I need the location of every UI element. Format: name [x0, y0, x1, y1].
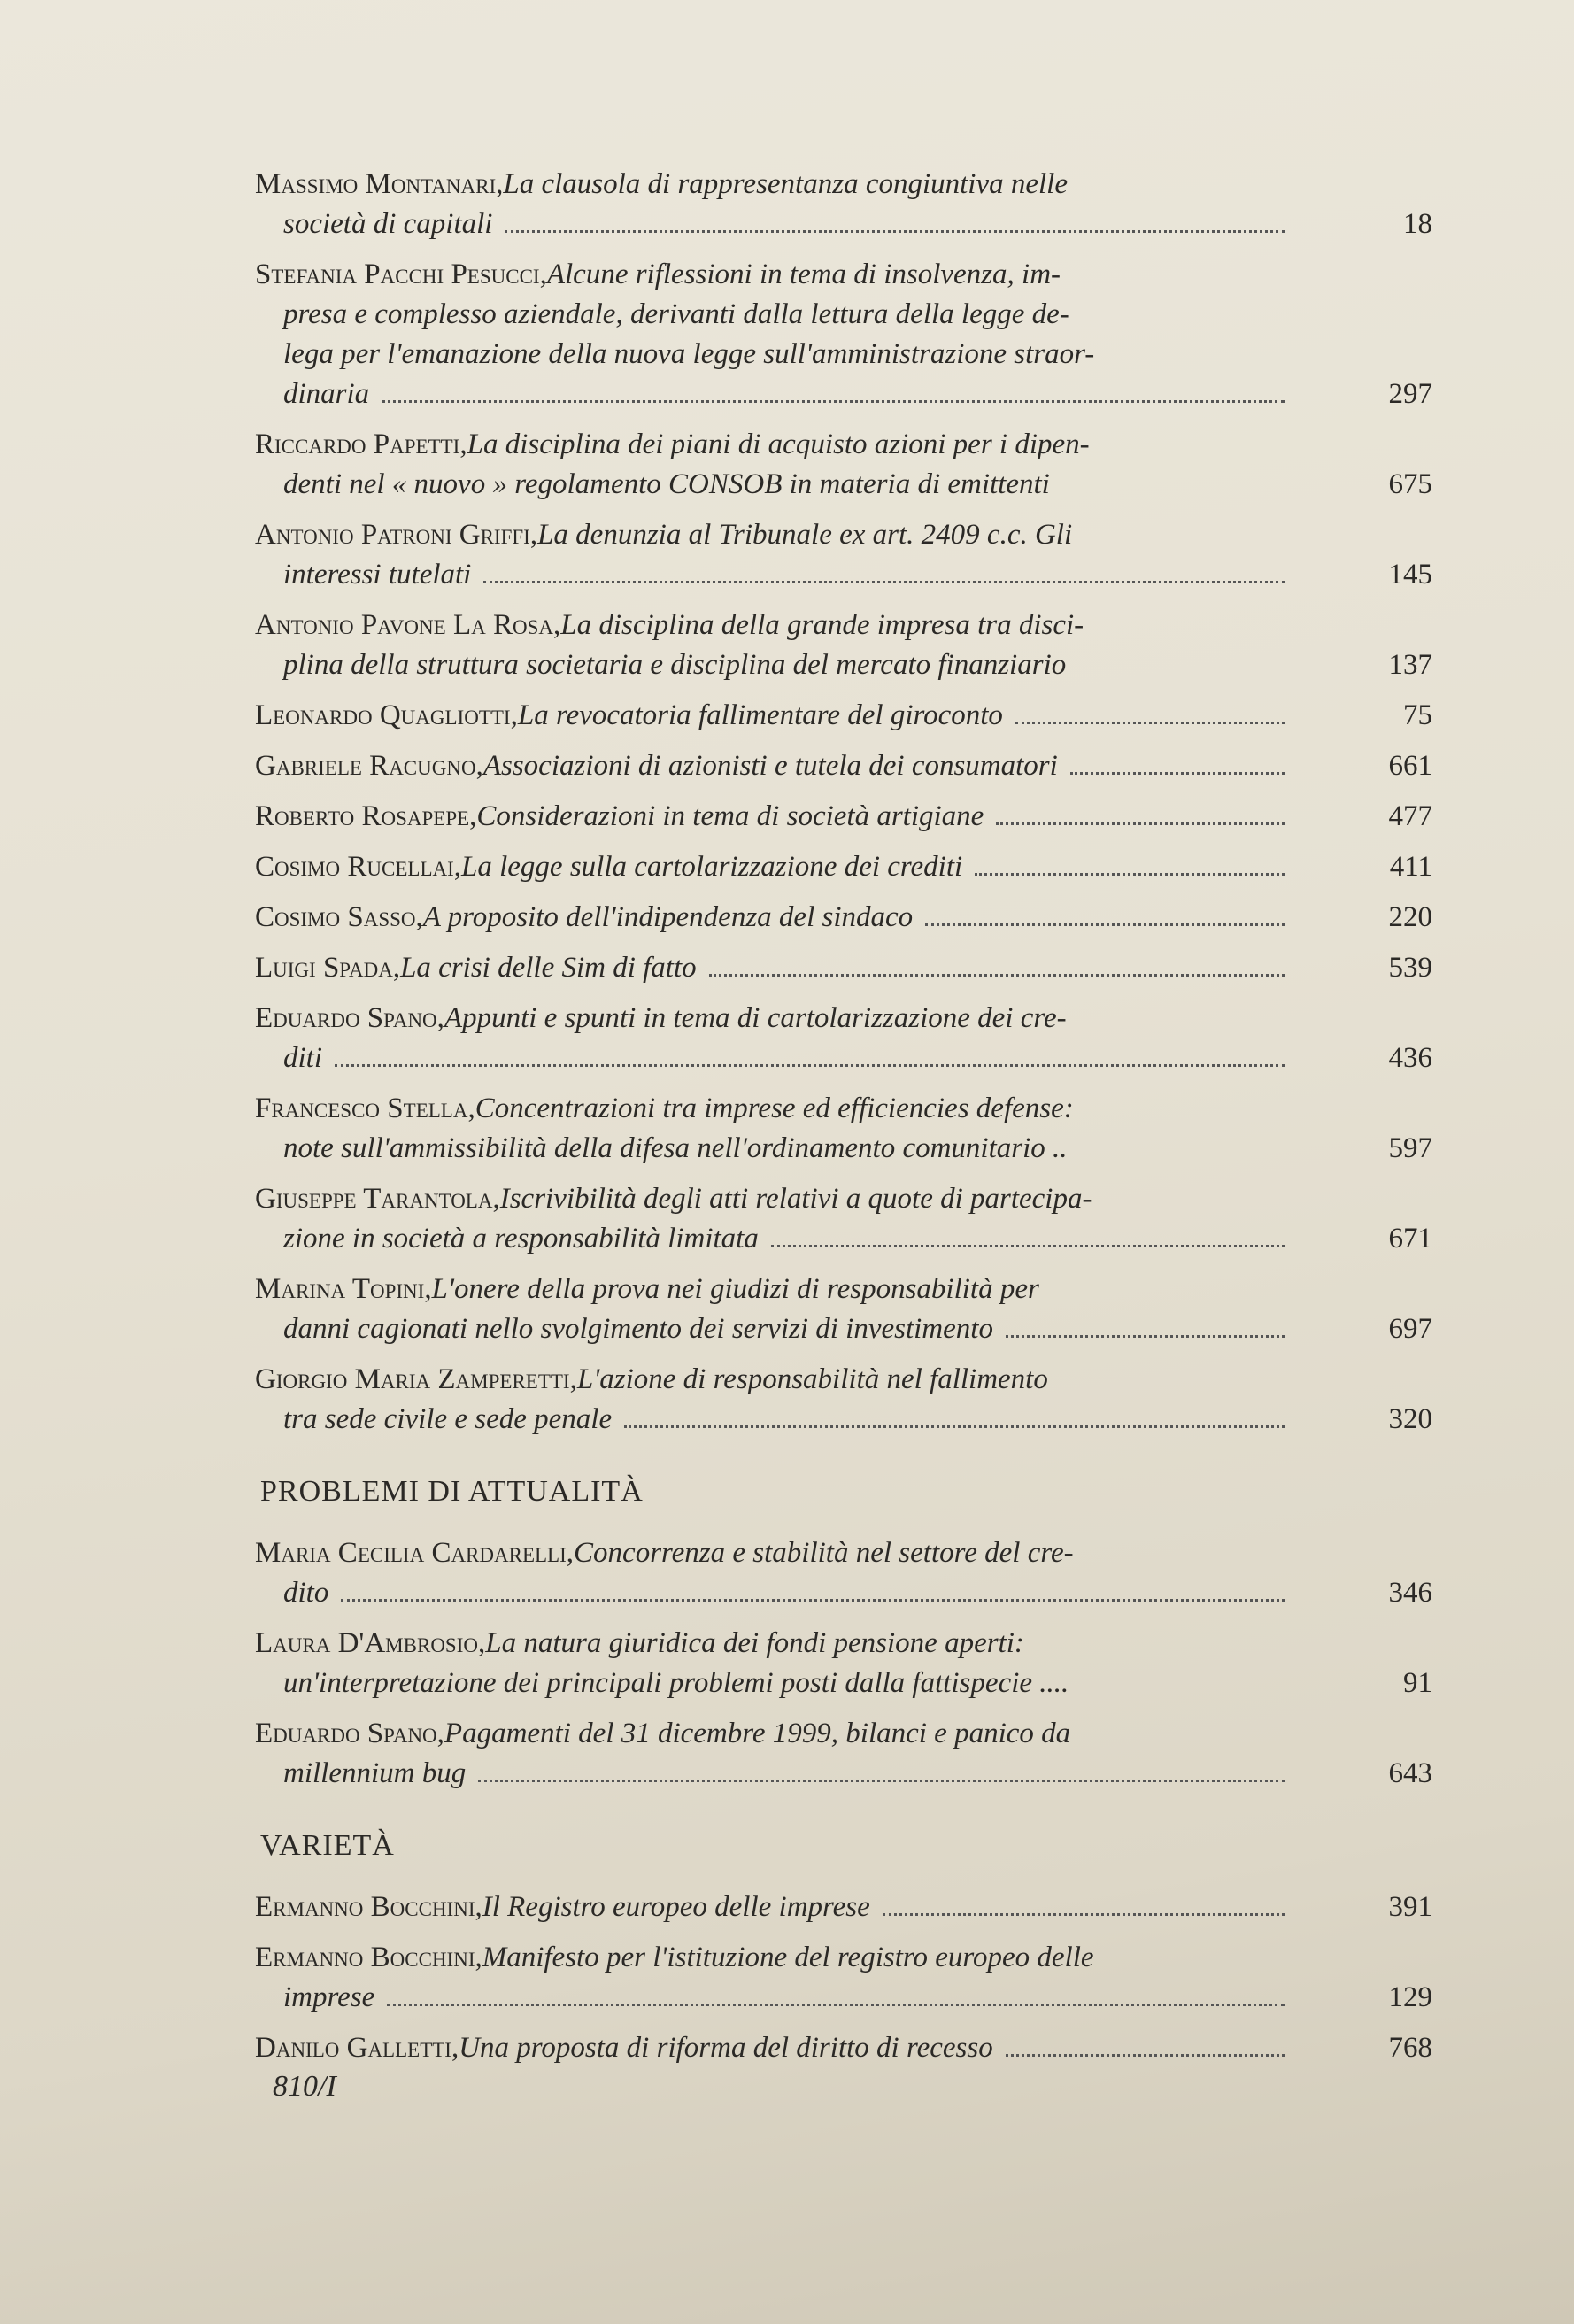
article-title: Pagamenti del 31 dicembre 1999, bilanci e panico da: [444, 1718, 1071, 1749]
author-name: Riccardo Papetti ,: [255, 425, 467, 465]
page-number: 671: [1388, 1223, 1432, 1255]
dot-leader: [1006, 1335, 1285, 1338]
article-title: danni cagionati nello svolgimento dei servizi di investimento: [283, 1313, 993, 1345]
author-name: Maria Cecilia Cardarelli ,: [255, 1533, 574, 1573]
author-name: Giorgio Maria Zamperetti ,: [255, 1360, 577, 1400]
article-title: Concentrazioni tra imprese ed efficiencies defense:: [475, 1093, 1074, 1124]
article-title: La disciplina della grande impresa tra disci-: [560, 609, 1084, 641]
entry-line: [255, 606, 1286, 645]
article-title: denti nel « nuovo » regolamento CONSOB in materia di emittenti: [283, 468, 1050, 500]
entry-line: [255, 2028, 1286, 2068]
article-title: L'onere della prova nei giudizi di responsabilità per: [431, 1273, 1039, 1305]
author-name: Francesco Stella ,: [255, 1089, 475, 1129]
entry-line: [255, 1400, 1286, 1440]
toc-entry: [255, 1888, 1432, 1927]
article-title: La disciplina dei piani di acquisto azioni per i dipen-: [467, 429, 1090, 460]
article-title: Associazioni di azionisti e tutela dei consumatori: [482, 750, 1058, 782]
author-name: Stefania Pacchi Pesucci ,: [255, 255, 547, 295]
article-title: presa e complesso aziendale, derivanti dalla lettura della legge de-: [283, 298, 1069, 330]
entry-line: [255, 645, 1286, 685]
dot-leader: [883, 1913, 1285, 1916]
dot-leader: [975, 873, 1285, 876]
toc-entry: [255, 1714, 1432, 1794]
toc-entry: [255, 847, 1432, 887]
article-title: Considerazioni in tema di società artigiane: [476, 800, 984, 832]
entry-line: [255, 1219, 1286, 1259]
article-title: La revocatoria fallimentare del giroconto: [517, 699, 1003, 731]
article-title: Manifesto per l'istituzione del registro europeo delle: [482, 1942, 1094, 1973]
article-title: Iscrivibilità degli atti relativi a quote di partecipa-: [499, 1183, 1092, 1215]
article-title: tra sede civile e sede penale: [283, 1403, 613, 1435]
entry-line: [255, 1978, 1286, 2018]
page-number: 539: [1388, 952, 1432, 984]
entry-line: [255, 1888, 1286, 1927]
entry-line: [255, 255, 1286, 295]
toc-entry: [255, 425, 1432, 505]
article-title: La legge sulla cartolarizzazione dei crediti: [461, 851, 963, 883]
entry-line: [255, 295, 1286, 335]
toc-entry: [255, 1089, 1432, 1169]
author-name: Roberto Rosapepe ,: [255, 797, 476, 837]
entry-line: [255, 335, 1286, 374]
entry-line: [255, 515, 1286, 555]
dot-leader: [505, 230, 1285, 233]
dot-leader: [1006, 2054, 1285, 2057]
author-name: Luigi Spada ,: [255, 948, 400, 988]
page-number: 346: [1388, 1577, 1432, 1609]
article-title: A proposito dell'indipendenza del sindaco: [422, 901, 914, 933]
section-heading-problemi: PROBLEMI DI ATTUALITÀ: [260, 1475, 644, 1508]
entry-line: [255, 374, 1286, 414]
dot-leader: [771, 1245, 1285, 1247]
page-number: 145: [1388, 559, 1432, 591]
toc-entry: [255, 1179, 1432, 1259]
article-title: Concorrenza e stabilità nel settore del cre-: [574, 1537, 1074, 1569]
dot-leader: [996, 822, 1285, 825]
entry-line: [255, 847, 1286, 887]
entry-line: [255, 1038, 1286, 1078]
article-title: società di capitali: [283, 208, 493, 240]
dot-leader: [483, 581, 1285, 583]
toc-entry: [255, 515, 1432, 595]
article-title: Alcune riflessioni in tema di insolvenza, im-: [546, 259, 1061, 290]
article-title: dito: [283, 1577, 329, 1609]
page-number: 697: [1388, 1313, 1432, 1345]
entry-line: [255, 1309, 1286, 1349]
page-number: 436: [1388, 1042, 1432, 1074]
toc-entry: [255, 2028, 1432, 2068]
article-title: millennium bug: [283, 1757, 467, 1789]
dot-leader: [624, 1425, 1285, 1428]
entry-line: [255, 948, 1286, 988]
page-number: 320: [1388, 1403, 1432, 1435]
page-number: 675: [1388, 468, 1432, 500]
article-title: plina della struttura societaria e disciplina del mercato finanziario: [283, 649, 1067, 681]
dot-leader: [1070, 772, 1285, 775]
dot-leader: [341, 1599, 1285, 1602]
entry-line: [255, 1270, 1286, 1309]
toc-entry: [255, 898, 1432, 938]
page-number: 91: [1403, 1667, 1432, 1699]
entries-varieta: [255, 1888, 1432, 2068]
entry-line: [255, 1624, 1286, 1664]
entry-line: [255, 1573, 1286, 1613]
article-title: zione in società a responsabilità limitata: [283, 1223, 759, 1255]
article-title: La natura giuridica dei fondi pensione aperti:: [485, 1627, 1024, 1659]
toc-entry: [255, 797, 1432, 837]
entry-line: [255, 1533, 1286, 1573]
dot-leader: [1015, 722, 1285, 724]
page-number: 18: [1403, 208, 1432, 240]
article-title: Appunti e spunti in tema di cartolarizzazione dei cre-: [444, 1002, 1067, 1034]
entry-line: [255, 555, 1286, 595]
article-title: L'azione di responsabilità nel fallimento: [576, 1363, 1048, 1395]
dot-leader: [382, 400, 1285, 403]
entry-line: [255, 1089, 1286, 1129]
toc-entry: [255, 999, 1432, 1078]
toc-entry: [255, 255, 1432, 414]
dot-leader: [925, 923, 1285, 926]
page-number: 411: [1389, 851, 1432, 883]
toc-entry: [255, 1624, 1432, 1703]
toc-entry: [255, 696, 1432, 736]
article-title: La clausola di rappresentanza congiuntiva nelle: [503, 168, 1068, 200]
entry-line: [255, 1938, 1286, 1978]
entry-line: [255, 1360, 1286, 1400]
page-number: 597: [1388, 1132, 1432, 1164]
page-number: 661: [1388, 750, 1432, 782]
article-title: dinaria: [283, 378, 370, 410]
entry-line: [255, 746, 1286, 786]
dot-leader: [478, 1780, 1285, 1782]
author-name: Marina Topini ,: [255, 1270, 432, 1309]
page-number: 297: [1388, 378, 1432, 410]
entry-line: [255, 205, 1286, 244]
author-name: Antonio Pavone La Rosa ,: [255, 606, 560, 645]
entry-line: [255, 1754, 1286, 1794]
author-name: Antonio Patroni Griffi ,: [255, 515, 537, 555]
table-of-contents: [255, 165, 1432, 2079]
entries-main: [255, 165, 1432, 1440]
dot-leader: [335, 1064, 1285, 1067]
page-number: 220: [1388, 901, 1432, 933]
article-title: La crisi delle Sim di fatto: [400, 952, 697, 984]
author-name: Eduardo Spano ,: [255, 1714, 444, 1754]
author-name: Ermanno Bocchini ,: [255, 1938, 482, 1978]
entry-line: [255, 898, 1286, 938]
entry-line: [255, 696, 1286, 736]
toc-entry: [255, 165, 1432, 244]
article-title: Una proposta di riforma del diritto di recesso: [459, 2032, 993, 2064]
toc-entry: [255, 606, 1432, 685]
dot-leader: [709, 974, 1285, 977]
author-name: Cosimo Sasso ,: [255, 898, 423, 938]
article-title: note sull'ammissibilità della difesa nell'ordinamento comunitario ..: [283, 1132, 1068, 1164]
author-name: Danilo Galletti ,: [255, 2028, 459, 2068]
toc-entry: [255, 1270, 1432, 1349]
dot-leader: [387, 2004, 1285, 2006]
toc-entry: [255, 1938, 1432, 2018]
page-number: 391: [1388, 1891, 1432, 1923]
article-title: Il Registro europeo delle imprese: [482, 1891, 870, 1923]
entry-line: [255, 999, 1286, 1038]
author-name: Leonardo Quagliotti ,: [255, 696, 518, 736]
author-name: Cosimo Rucellai ,: [255, 847, 461, 887]
author-name: Massimo Montanari ,: [255, 165, 503, 205]
entries-problemi: [255, 1533, 1432, 1794]
author-name: Ermanno Bocchini ,: [255, 1888, 482, 1927]
author-name: Laura D'Ambrosio ,: [255, 1624, 485, 1664]
page-number: 129: [1388, 1981, 1432, 2013]
toc-entry: [255, 1533, 1432, 1613]
author-name: Gabriele Racugno ,: [255, 746, 483, 786]
page-number: 643: [1388, 1757, 1432, 1789]
entry-line: [255, 465, 1286, 505]
entry-line: [255, 1179, 1286, 1219]
entry-line: [255, 425, 1286, 465]
section-heading-varieta: VARIETÀ: [260, 1829, 395, 1862]
entry-line: [255, 165, 1286, 205]
entry-line: [255, 797, 1286, 837]
article-title: imprese: [283, 1981, 375, 2013]
entry-line: [255, 1664, 1286, 1703]
page-signature: 810/I: [273, 2070, 336, 2103]
toc-entry: [255, 746, 1432, 786]
toc-entry: [255, 948, 1432, 988]
author-name: Giuseppe Tarantola ,: [255, 1179, 500, 1219]
article-title: interessi tutelati: [283, 559, 472, 591]
article-title: un'interpretazione dei principali problemi posti dalla fattispecie ....: [283, 1667, 1069, 1699]
entry-line: [255, 1129, 1286, 1169]
page-number: 768: [1388, 2032, 1432, 2064]
article-title: La denunzia al Tribunale ex art. 2409 c.c. Gli: [537, 519, 1073, 551]
toc-entry: [255, 1360, 1432, 1440]
page-number: 137: [1388, 649, 1432, 681]
article-title: diti: [283, 1042, 323, 1074]
page-number: 75: [1403, 699, 1432, 731]
author-name: Eduardo Spano ,: [255, 999, 444, 1038]
page-number: 477: [1388, 800, 1432, 832]
article-title: lega per l'emanazione della nuova legge sull'amministrazione straor-: [283, 338, 1095, 370]
entry-line: [255, 1714, 1286, 1754]
